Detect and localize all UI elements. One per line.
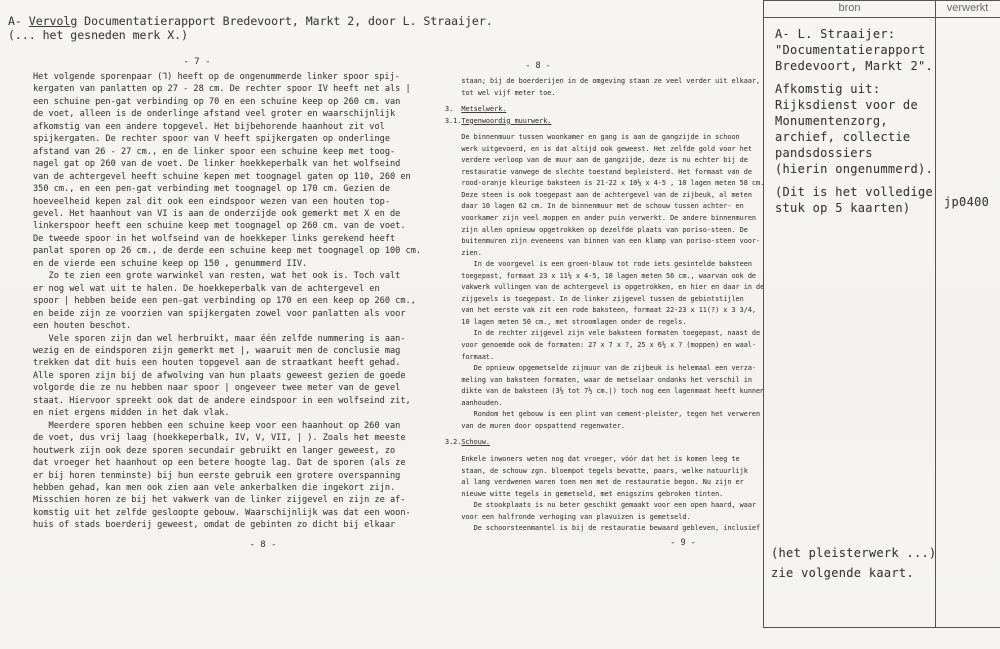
text-line: "Documentatierapport — [775, 43, 926, 57]
text-line: van de achtergevel heeft schuine kepen met toognagel gaten op 110, 260 en — [33, 171, 411, 182]
text-line: De schoorsteenmantel is bij de restauratie bewaard gebleven, inclusief — [445, 524, 761, 533]
text-line: meling van baksteen formaten, waar de metselaar ondanks het verschil in — [445, 375, 752, 384]
text-line: staan; bij de boerderijen in de omgeving staan ze veel verder uit elkaar, — [445, 77, 761, 85]
title-prefix: A- — [8, 14, 29, 28]
text-line: Rondom het gebouw is een plint van cement-pleister, tegen het verweren — [445, 410, 761, 419]
text-line: aanhouden. — [445, 398, 503, 407]
column-divider — [935, 1, 936, 627]
text-line: zien. — [445, 248, 482, 257]
text-line: er bij horen tenminste) bij hun eerste gebruik een grotere overspanning — [33, 470, 401, 481]
document-title-line2: (... het gesneden merk X.) — [8, 28, 189, 42]
text-line: hebben gehad, kan men ook zien aan vele ankerbalken die ingekort zijn. — [33, 482, 396, 493]
text-line — [775, 74, 933, 81]
title-vervolg: Vervolg — [28, 14, 78, 28]
text-line: Meerdere sporen hebben een schuine keep voor een haanhout op 260 van — [33, 420, 401, 431]
text-line: houtwerk zijn ook deze sporen secundair gebruikt en langer geweest, zo — [33, 445, 396, 456]
text-line: verdere verloop van de muur aan de gangzijde, deze is nu echter bij de — [445, 156, 748, 165]
processing-code: jp0400 — [944, 195, 990, 209]
text-line: er nog wel wat uit te halen. De hoekkeperbalk van de achtergevel en — [33, 283, 380, 294]
text-line: zijn allen opnieuw opgetrokken op dezelfde plaats van poriso-steen. De — [445, 225, 748, 234]
page-7-number-bottom: - 8 - — [249, 539, 277, 550]
text-line — [775, 177, 933, 184]
text-line: huis of stads boerderij geweest, omdat de gebinten zo dicht bij elkaar — [33, 520, 396, 531]
text-line: tot wel vijf meter toe. — [445, 88, 556, 97]
text-line: van de muren door opspattend regenwater. — [445, 421, 626, 430]
text-line: Misschien horen ze bij het vakwerk van de linker zijgevel en zijn ze af- — [33, 495, 406, 506]
text-line: afstand van 26 - 27 cm., en de linker spoor een schuine keep met toog- — [33, 146, 396, 157]
text-line: en niet ergens midden in het dak vlak. — [33, 408, 230, 419]
document-title — [8, 14, 493, 42]
text-line: (Dit is het volledige — [775, 185, 934, 199]
text-line: nieuwe witte tegels in gemetseld, met enigszins gebroken tinten. — [445, 489, 724, 498]
text-line: buitenmuren zijn eveneens van binnen van een klamp van poriso-steen voor- — [445, 237, 761, 246]
text-line: pandsdossiers — [775, 146, 873, 160]
text-line: spijkergaten. De rechter spoor van V heeft spijkergaten op onderlinge — [33, 134, 390, 145]
text-line: (hierin ongenummerd). — [775, 162, 934, 176]
text-line: De opnieuw opgemetselde zijmuur van de zijbeuk is helemaal een verza- — [445, 364, 756, 373]
source-entry — [775, 26, 933, 216]
text-line: 3. Metselwerk. — [445, 105, 507, 114]
text-line: 10 lagen meten 50 cm., met stroomlagen onder de regels. — [445, 317, 687, 326]
text-line: Het volgende sporenpaar (⅂) heeft op de ongenummerde linker spoor spij- — [33, 72, 400, 82]
text-line: staat. Hiervoor spreekt ook dat de andere eindspoor in een wolfseind zit, — [33, 395, 411, 406]
text-line: staan, de schouw zgn. bloempot tegels bevatte, paars, welke natuurlijk — [445, 466, 748, 475]
text-line: voor een halfronde verhoging van plavuizen is gemetseld. — [445, 512, 691, 521]
text-line: nagel gat op 260 van de voet. De linker hoekkeperbalk van het wolfseind — [33, 159, 401, 170]
text-line: de voet, dus vrij laag (hoekkeperbalk, IV, V, VII, | ). Zoals het meeste — [33, 433, 406, 444]
text-line: (het pleisterwerk ...) — [771, 546, 937, 560]
text-line: stuk op 5 kaarten) — [775, 201, 911, 215]
text-line: In de voorgevel is een groen-blauw tot rode iets gesintelde baksteen — [445, 260, 752, 269]
text-line: toegepast, formaat 23 x 11½ x 4-5, 10 lagen meten 56 cm., waarvan ook de — [445, 271, 756, 280]
text-line: Deze steen is ook toegepast aan de achtergevel van de zijbeuk, al meten — [445, 190, 752, 199]
text-line: al lang verdwenen waren toen men met de restauratie begon. Nu zijn er — [445, 478, 744, 487]
text-line: linkerspoor heeft een schuine keep met toognagel op 260 cm. van de voet. — [33, 221, 406, 232]
page-8-number-bottom: - 9 - — [670, 537, 696, 548]
column-header-bron: bron — [838, 2, 861, 14]
text-line: Afkomstig uit: — [775, 82, 881, 96]
text-line: Alle sporen zijn bij de afwolving van hun plaats geweest gezien de goede — [33, 370, 406, 381]
text-line: van het eerste vak zit een rode baksteen, formaat 22-23 x 11(?) x 3 3/4, — [445, 306, 756, 315]
text-line: 3.1.Tegenwoordig muurwerk. — [445, 116, 552, 125]
text-line: dat vroeger het haanhout op een betere hoogte lag. Dat de sporen (als ze — [33, 458, 406, 469]
text-line: een houten beschot. — [33, 321, 132, 332]
text-line: komstig uit het zelfde gesloopte gebouw. Waarschijnlijk was dat een woon- — [33, 507, 411, 518]
text-line: Rijksdienst voor de — [775, 98, 918, 112]
text-line: spoor | hebben beide een pen-gat verbinding op 170 en een keep op 260 cm., — [33, 296, 416, 307]
page-7-number-top: - 7 - — [183, 57, 211, 67]
text-line: archief, collectie — [775, 130, 911, 144]
text-line: daar 10 lagen 62 cm. In de binnenmuur met de schouw tussen achter- en — [445, 202, 744, 211]
text-line: voorkamer zijn veel moppen en ander puin verwerkt. De andere binnenmuren — [445, 214, 756, 223]
text-line: rood-oranje kleurige baksteen is 21-22 x 10½ x 4-5 , 10 lagen meten 58 cm. — [445, 179, 765, 188]
text-line: gevel. Het haanhout van VI is aan de onderzijde ook gemerkt met X en de — [33, 208, 401, 219]
text-line: werk uitgevoerd, en is dat altijd ook geweest. Het zelfde gold voor het — [445, 144, 752, 153]
text-line: de voet, alleen is de onderlinge afstand veel groter en waarschijnlijk — [33, 109, 396, 120]
text-line: Bredevoort, Markt 2". — [775, 59, 934, 73]
text-line: Vele sporen zijn dan wel herbruikt, maar één zelfde nummering is aan- — [33, 333, 406, 344]
text-line: restauratie vanwege de slechte toestand bepleisterd. Het formaat van de — [445, 167, 752, 176]
text-line: zie volgende kaart. — [771, 566, 914, 580]
page-8-text — [445, 76, 771, 535]
text-line: Zo te zien een grote warwinkel van resten, wat het ook is. Toch valt — [33, 271, 401, 282]
text-line: 3.2.Schouw. — [445, 438, 491, 447]
title-rest: Documentatierapport Bredevoort, Markt 2, door L. Straaijer. — [77, 14, 493, 28]
text-line: kergaten van panlatten op 27 - 28 cm. De rechter spoor IV heeft net als | — [33, 84, 411, 95]
text-line: dikte van de baksteen (3½ tot 7½ cm.|) toch nog een lagenmaat heeft kunnen — [445, 387, 765, 396]
text-line: 350 cm., en een pen-gat verbinding met toognagel op 170 cm. Gezien de — [33, 184, 390, 195]
text-line: De stookplaats is nu beter geschikt gemaakt voor een open haard, waar — [445, 501, 756, 510]
text-line: hoeveelheid kepen zal dit ook een eindspoor wezen van een houten top- — [33, 196, 390, 207]
text-line: zijgevels is toegepast. In de linker zijgevel tussen de gebintstijlen — [445, 294, 744, 303]
text-line: afkomstig van een andere topgevel. Het bijbehorende haanhout zit vol — [33, 121, 385, 132]
source-table — [763, 0, 1000, 628]
text-line: A- L. Straaijer: — [775, 27, 896, 41]
page-7-text — [33, 71, 431, 532]
text-line: een schuine pen-gat verbinding op 70 en een schuine keep op 260 cm. van — [33, 96, 401, 107]
sidebar-note — [771, 543, 937, 583]
text-line: trekken dat dit huis een houten topgevel aan de straatkant heeft gehad. — [33, 358, 401, 369]
text-line: voor genoemde ook de formaten: 27 x 7 x ?, 25 x 6½ x ? (moppen) en waal- — [445, 341, 756, 350]
column-header-verwerkt: verwerkt — [946, 2, 989, 14]
text-line: formaat. — [445, 352, 495, 361]
text-line: Enkele inwoners weten nog dat vroeger, vóór dat het is komen leeg te — [445, 454, 740, 463]
header-rule — [764, 17, 1000, 18]
text-line: Monumentenzorg, — [775, 114, 888, 128]
text-line: In de rechter zijgevel zijn vele baksteen formaten toegepast, naast de — [445, 329, 761, 338]
page-8-number-top: - 8 - — [525, 61, 551, 71]
text-line: De binnenmuur tussen woonkamer en gang is aan de gangzijde in schoon — [445, 133, 740, 142]
text-line: en de vierde een schuine keep op 150 , genummerd IIV. — [33, 258, 308, 269]
text-line: vakwerk vullingen van de achtergevel is opgetrokken, en hier en daar in de — [445, 283, 765, 292]
document-title-line1 — [8, 14, 493, 28]
page-7-column — [33, 57, 431, 550]
text-line: volgorde die ze nu hebben naar spoor | ongeveer twee meter van de gevel — [33, 383, 401, 394]
page-8-column — [445, 61, 771, 548]
text-line: en beide zijn ze voorzien van spijkergaten zowel voor panlatten als voor — [33, 308, 406, 319]
text-line: panlat sporen op 26 cm., de derde een schuine keep met toognagel op 100 cm. — [33, 246, 422, 257]
text-line: wezig en de eindsporen zijn gemerkt met |, waaruit men de conclusie mag — [33, 345, 401, 356]
text-line: De tweede spoor in het wolfseind van de hoekkeper links gerekend heeft — [33, 233, 396, 244]
